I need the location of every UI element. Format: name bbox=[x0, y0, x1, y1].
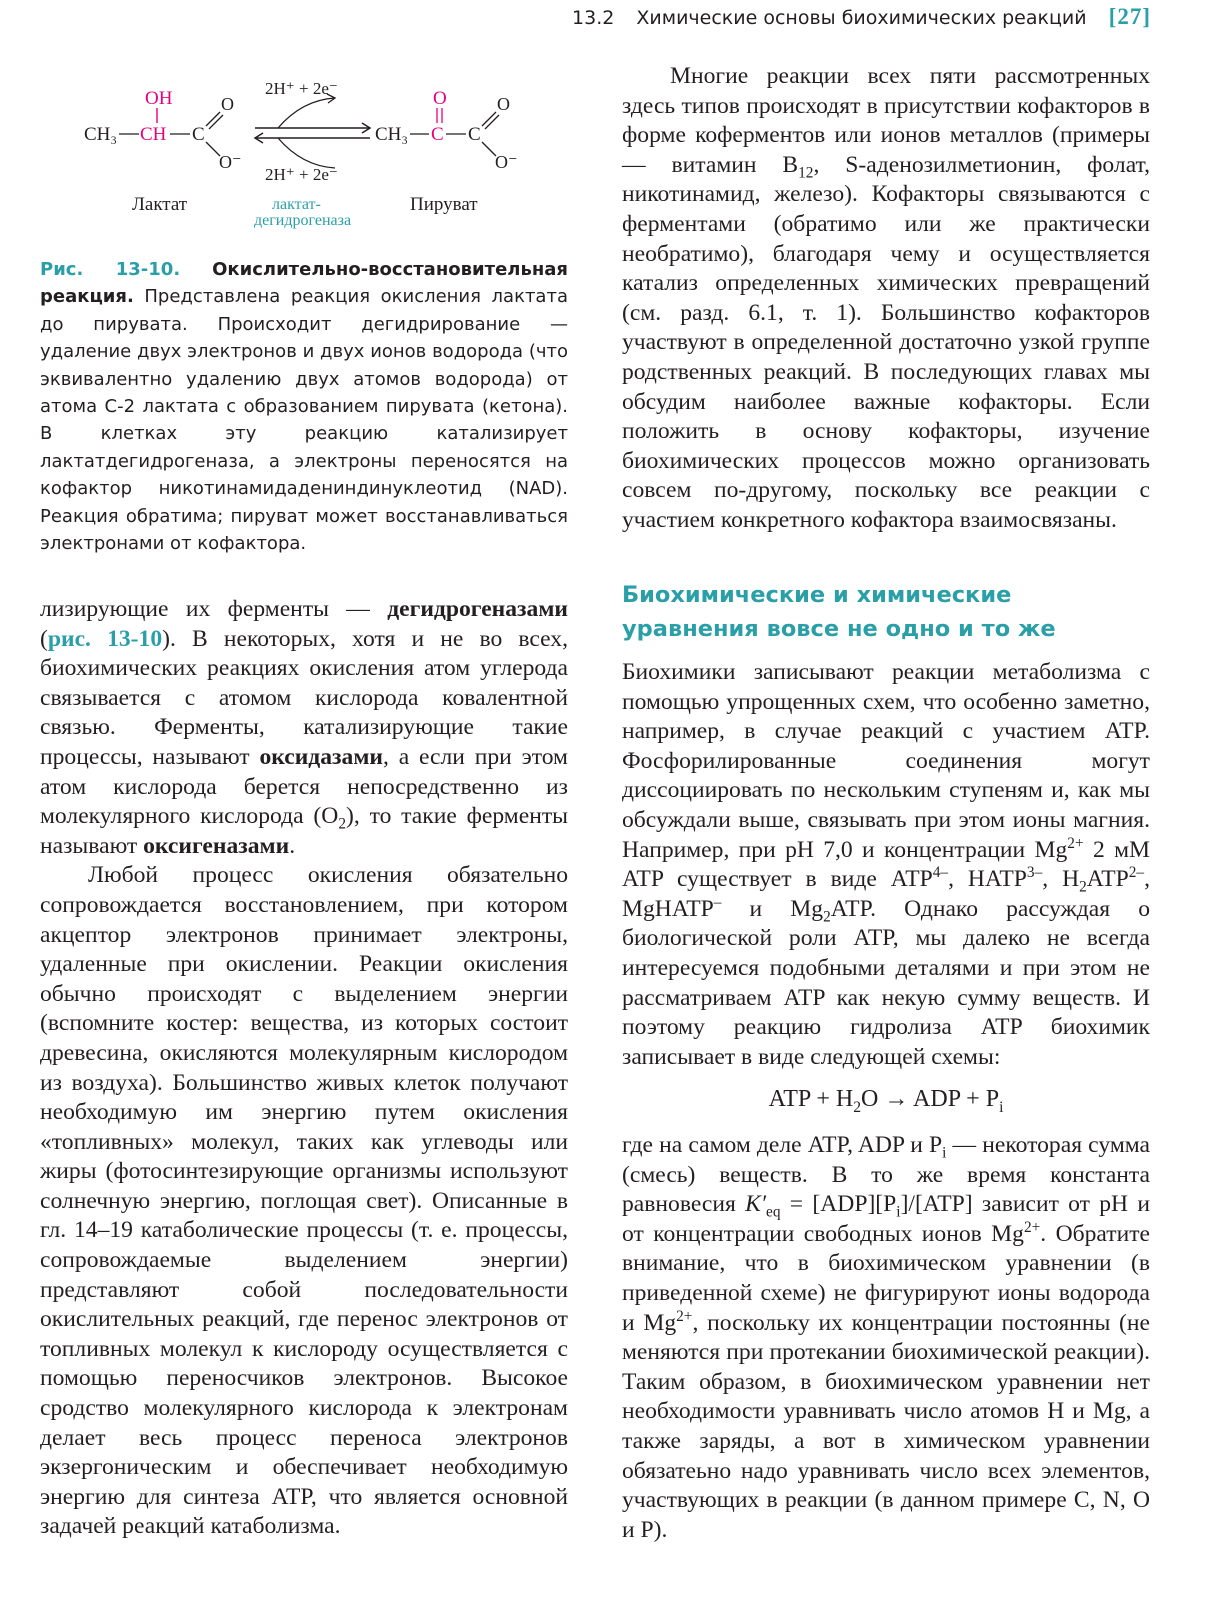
lactate-c: C bbox=[192, 124, 205, 145]
lactate-ch: CH bbox=[140, 124, 167, 145]
figure-caption bbox=[40, 256, 568, 557]
right-column-top-text bbox=[622, 62, 1150, 536]
arrow-bottom-label: 2H⁺ + 2e⁻ bbox=[265, 165, 338, 184]
paragraph: лизирующие их ферменты — дегидрогеназами (рис. 13-10). В некоторых, хотя и не во всех, биохимических реакциях окисления атом углерода связывается с атомом кислорода ковалентной связью. Ферменты, катализирующие такие процессы, называют оксидазами, а если при этом атом кислорода берется непосредственно из молекулярного кислорода $(O_2)$, то такие ферменты называют оксигеназами. bbox=[40, 596, 569, 859]
oh-label: OH bbox=[145, 88, 173, 109]
reaction-scheme bbox=[40, 70, 568, 230]
caption-title: Окислительно-восстановительная реакция. bbox=[40, 259, 568, 308]
section-heading: Биохимические и химические уравнения вовсе не одно и то же bbox=[622, 582, 1056, 642]
lactate-label: Лактат bbox=[132, 194, 188, 215]
lactate-o-minus: O⁻ bbox=[219, 152, 242, 172]
paragraph: Биохимики записывают реакции метаболизма с помощью упрощенных схем, что особенно заметно, например, в случае реакций с участием ATP. Фосфорилированные соединения могут диссоциировать по нескольким ступеням и, как мы обсуждали выше, связывать при этом ионы магния. Например, при pH 7,0 и концентрации $Mg^{2+}$ 2 мМ ATP существует в виде $ATP^{4-}$, $HATP^{3-}$, $H_2ATP^{2-}$, MgHATP– и $Mg_2ATP$. Однако рассуждая о биологической роли ATP, мы далеко не всегда интересуемся подобными деталями и при этом не рассматриваем ATP как некую сумму веществ. И поэтому реакцию гидролиза ATP биохимик записывает в виде следующей схемы: bbox=[622, 659, 1151, 1070]
lactate-ch3: CH₃ bbox=[84, 124, 118, 145]
right-column-bottom-text bbox=[622, 1131, 1150, 1545]
left-column-text bbox=[40, 595, 568, 1542]
section-title: Химические основы биохимических реакций bbox=[636, 7, 1087, 29]
pyruvate-label: Пируват bbox=[410, 194, 478, 215]
section-number: 13.2 bbox=[572, 7, 615, 29]
page-number: [27] bbox=[1108, 4, 1151, 29]
running-head bbox=[572, 4, 1151, 30]
pyruvate-c1: C bbox=[468, 124, 481, 145]
arrow-top-label: 2H⁺ + 2e⁻ bbox=[265, 79, 338, 98]
pyruvate-o: O bbox=[433, 88, 447, 109]
enzyme-label-1: лактат- bbox=[272, 196, 321, 213]
paragraph: Многие реакции всех пяти рассмотренных здесь типов происходят в присутствии кофакторов в форме коферментов или ионов металлов (примеры — витамин $B_{12}$, S-аденозилметионин, фолат, никотинамид, железо). Кофакторы связываются с ферментами (обратимо или же практически необратимо), благодаря чему и осуществляется катализ определенных химических превращений (см. разд. 6.1, т. 1). Большинство кофакторов участвуют в определенной достаточно узкой группе родственных реакций. В последующих главах мы обсудим наиболее важные кофакторы. Если положить в основу кофакторы, изучение биохимических процессов можно организовать совсем по-другому, поскольку все реакции с участием конкретного кофактора взаимосвязаны. bbox=[622, 63, 1150, 533]
paragraph: где на самом деле ATP, ADP и $P_i$ — некоторая сумма (смесь) веществ. В то же время константа равновесия $K'_{eq} = [ADP][P_i]/[ATP]$ зависит от pH и от концентрации свободных ионов $Mg^{2+}$. Обратите внимание, что в биохимическом уравнении (в приведенной схеме) не фигурируют ионы водорода и $Mg^{2+}$, поскольку их концентрации постоянны (не меняются при протекании биохимической реакции). Таким образом, в биохимическом уравнении нет необходимости уравнивать число атомов H и Mg, а также заряды, а вот в химическом уравнении обязатеьно надо уравнивать число всех элементов, участвующих в реакции (в данном примере C, N, O и P). bbox=[622, 1132, 1151, 1543]
paragraph: Любой процесс окисления обязательно сопровождается восстановлением, при котором акцептор электронов принимает электроны, удаленные при окислении. Реакции окисления обычно происходят с выделением энергии (вспомните костер: вещества, из которых состоит древесина, окисляются молекулярным кислородом из воздуха). Большинство живых клеток получают необходимую им энергию путем окисления «топливных» молекул, таких как углеводы или жиры (фотосинтезирующие организмы используют солнечную энергию, поглощая свет). Описанные в гл. 14–19 катаболические процессы (т. е. процессы, сопровождаемые выделением энергии) представляют собой последовательности окислительных реакций, где перенос электронов от топливных молекул к кислороду осуществляется с помощью переносчиков электронов. Высокое сродство молекулярного кислорода к электронам делает весь процесс переноса электронов экзергоническим и обеспечивает необходимую энергию для синтеза ATP, что является основной задачей реакций катаболизма. bbox=[40, 862, 568, 1540]
pyruvate-c2: C bbox=[431, 124, 444, 145]
pyruvate-ch3: CH₃ bbox=[375, 124, 409, 145]
pyruvate-carboxyl-o: O bbox=[497, 94, 510, 114]
atp-hydrolysis-equation: ATP + $H_2O$ → ADP + $P_i$ bbox=[768, 1086, 1004, 1116]
right-column-middle-text bbox=[622, 658, 1150, 1072]
enzyme-label-2: дегидрогеназа bbox=[254, 212, 352, 229]
caption-label: Рис. 13-10. bbox=[40, 259, 181, 280]
figure-reference-link[interactable]: рис. 13-10 bbox=[47, 625, 163, 652]
lactate-o: O bbox=[221, 94, 234, 114]
caption-text: Представлена реакция окисления лактата до пирувата. Происходит дегидрирование — удаление двух электронов и двух ионов водорода (что эквивалентно удалению двух атомов водорода) от атома C-2 лактата с образованием пирувата (кетона). В клетках эту реакцию катализирует лактатдегидрогеназа, а электроны переносятся на кофактор никотинамидадениндинуклеотид (NAD). Реакция обратима; пируват может восстанавливаться электронами от кофактора. bbox=[40, 286, 568, 555]
pyruvate-o-minus: O⁻ bbox=[495, 152, 518, 172]
